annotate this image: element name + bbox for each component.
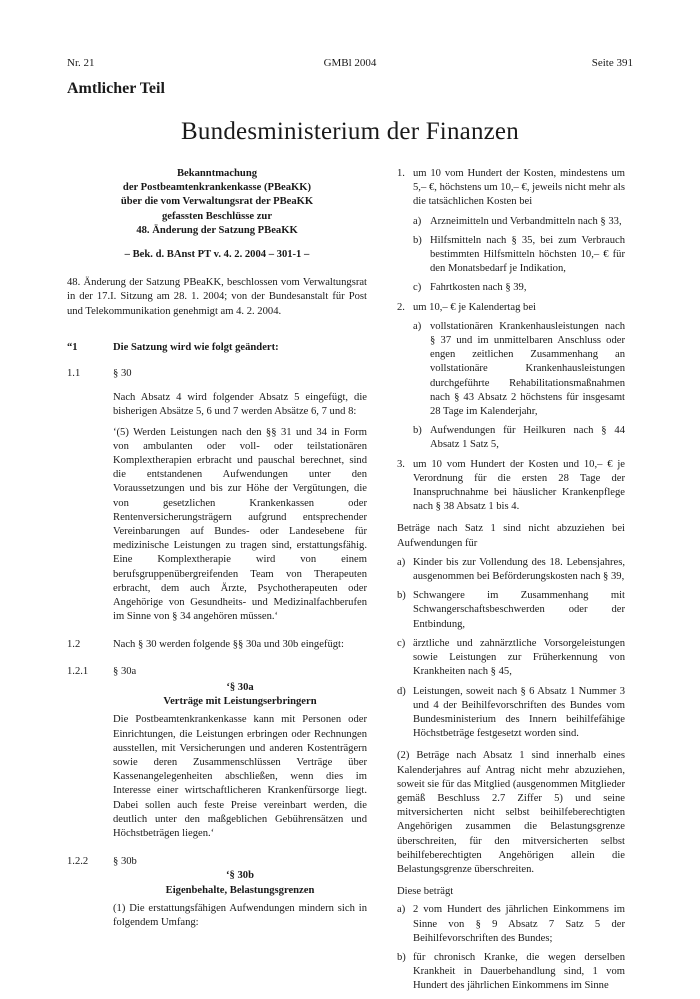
subsection-1-1 — [67, 367, 367, 381]
title-line: Bekanntmachung — [176, 168, 258, 179]
body-paragraph: Die Postbeamtenkrankenkasse kann mit Personen oder Einrichtungen, die Leistungen erbringen oder Rechnungen ausstellen, mit Versicherungen und anderen Kostenträgern sowie deren Zusammenschlüssen Verträge über Kassenangelegenheiten abschließen, wenn dies im Interesse einer wirtschaftlicheren Krankenfürsorge liegt. Dabei sollen auch feste Preise vereinbart werden, die deutlich unter den maßgeblichen Gebührensätzen und Höchstbeträgen liegen.‘ — [113, 714, 367, 839]
body-paragraph: ‘(5) Werden Leistungen nach den §§ 31 und 34 in Form von ambulanten oder voll- oder teilstationären Komplextherapien erbracht und pauschal berechnet, sind die entstandenen Aufwendungen unter den Voraussetzungen und bis zur Höhe der Vergütungen, die von gesetzlichen Krankenkassen oder Rentenversicherungsträgern aufgrund entsprechender Vereinbarungen auf Bundes- oder Landesebene für medizinische Leistungen zu tragen sind, erstattungsfähig. Eine Komplextherapie wird von einem berufsgruppenübergreifenden Team von Therapeuten erbracht, dem auch Ärzte, Psychotherapeuten oder Angehörige von Gesundheits- und Medizinalfachberufen im Sinne von § 34 angehören müssen.‘ — [113, 426, 367, 623]
list-text: Kinder bis zur Vollendung des 18. Lebensjahres, ausgenommen bei Beförderungskosten nach § 39, — [413, 556, 625, 583]
title-line: gefassten Beschlüsse zur — [161, 210, 273, 222]
list-marker: c) — [413, 282, 422, 294]
list-item — [413, 320, 625, 419]
list-marker: a) — [413, 215, 422, 227]
sub-list — [413, 320, 625, 453]
list-marker: b) — [397, 590, 406, 602]
list-marker: 1. — [397, 168, 405, 179]
list-item — [413, 424, 625, 452]
ministry-heading: Bundesministerium der Finanzen — [181, 118, 519, 145]
list-text: Hilfsmitteln nach § 35, bei zum Verbrauch bestimmten Hilfsmitteln höchsten 10,– € für den Monatsbedarf je Indikation, — [430, 234, 625, 275]
subsection-1-1-body — [113, 391, 367, 624]
left-column — [67, 167, 367, 936]
reference-line: – Bek. d. BAnst PT v. 4. 2. 2004 – 301-1 – — [124, 249, 310, 261]
list-marker: d) — [397, 685, 406, 697]
sub-list — [413, 215, 625, 296]
list-item — [413, 281, 625, 295]
paragraph-title: ‘§ 30b — [226, 870, 254, 882]
section-30a — [113, 681, 367, 841]
list-item — [397, 685, 625, 742]
list-marker: a) — [413, 320, 422, 332]
list-text: Schwangere im Zusammenhang mit Schwangerschaftsbeschwerden oder der Entbindung, — [413, 590, 625, 630]
body-paragraph: Diese beträgt — [397, 886, 454, 898]
body-paragraph: Nach Absatz 4 wird folgender Absatz 5 eingefügt, die bisherigen Absätze 5, 6 und 7 werden Absätze 6, 7 und 8: — [113, 392, 367, 418]
subsection-number: 1.2.1 — [67, 665, 89, 677]
subsection-1-2-2 — [67, 855, 367, 869]
title-line: über die vom Verwaltungsrat der PBeaKK — [120, 196, 314, 208]
paragraph-title: ‘§ 30a — [226, 681, 254, 693]
list-text: um 10,– € je Kalendertag bei — [413, 301, 536, 313]
list-item — [397, 637, 625, 680]
section-title: Amtlicher Teil — [67, 80, 165, 97]
list-marker: b) — [413, 425, 422, 437]
list-item — [397, 589, 625, 632]
body-paragraph: Beträge nach Satz 1 sind nicht abzuziehen bei Aufwendungen für — [397, 523, 625, 549]
section-30b — [113, 869, 367, 930]
list-text: um 10 vom Hundert der Kosten, mindestens um 5,– €, höchstens um 10,– €, jeweils nicht mehr als die tatsächlichen Kosten bei — [413, 168, 625, 208]
list-marker: 2. — [397, 301, 405, 313]
list-text: Aufwendungen für Heilkuren nach § 44 Absatz 1 Satz 5, — [430, 425, 625, 451]
list-item — [413, 234, 625, 277]
list-marker: c) — [397, 637, 406, 649]
paragraph-subtitle: Eigenbehalte, Belastungsgrenzen — [165, 884, 315, 896]
journal-name: GMBl 2004 — [323, 57, 377, 69]
article-1 — [67, 341, 367, 355]
list-text: um 10 vom Hundert der Kosten und 10,– € je Verordnung für die ersten 28 Tage der Inanspruchnahme bei häuslicher Krankenpflege nach § 38 Absatz 1 bis 4. — [413, 458, 625, 513]
issue-number: Nr. 21 — [67, 57, 95, 69]
list-marker: a) — [397, 556, 406, 568]
subsection-1-2 — [67, 638, 367, 652]
list-text: Arzneimitteln und Verbandmitteln nach § 33, — [430, 215, 622, 227]
right-column — [397, 167, 625, 999]
list-text: 2 vom Hundert des jährlichen Einkommens im Sinne von § 9 Absatz 7 Satz 5 der Beihilfevorschriften des Bundes; — [413, 904, 625, 944]
subsection-text: Nach § 30 werden folgende §§ 30a und 30b eingefügt: — [113, 639, 344, 651]
list-text: vollstationären Krankenhausleistungen nach § 37 und im unmittelbaren Anschluss oder engen zeitlichen Zusammenhang an vollstationäre Krankenhausleistungen durchgeführte Rehabilitationsmaßnahmen nach § 43 Absatz 2 höchstens für insgesamt 28 Tage im Kalenderjahr, — [430, 320, 625, 418]
paragraph-subtitle: Verträge mit Leistungserbringern — [163, 696, 317, 708]
title-line: der Postbeamtenkrankenkasse (PBeaKK) — [122, 182, 312, 194]
list-text: ärztliche und zahnärztliche Vorsorgeleistungen sowie Leistungen zur Früherkennung von Krankheiten nach § 45, — [413, 637, 625, 678]
article-number: “1 — [67, 341, 78, 353]
announcement-title — [67, 167, 367, 238]
subsection-text: § 30b — [113, 856, 137, 868]
list-item — [413, 215, 625, 229]
list-item — [397, 458, 625, 515]
list-marker: a) — [397, 904, 406, 916]
subsection-text: § 30a — [113, 665, 137, 677]
subsection-number: 1.2.2 — [67, 856, 89, 868]
subsection-number: 1.1 — [67, 368, 81, 380]
list-item — [397, 556, 625, 584]
subsection-number: 1.2 — [67, 639, 81, 651]
intro-paragraph: 48. Änderung der Satzung PBeaKK, beschlossen vom Verwaltungsrat in der 17.I. Sitzung am 28. 1. 2004; von der Bundesanstalt für Post und Telekommunikation genehmigt am 4. 2. 2004. — [67, 277, 367, 317]
list-item — [397, 167, 625, 210]
list-text: Leistungen, soweit nach § 6 Absatz 1 Nummer 3 und 4 der Beihilfevorschriften des Bundes vom Bundesministerium des Innern beihilfefähige Höchstbeträge festgesetzt worden sind. — [413, 685, 625, 740]
subsection-text: § 30 — [113, 368, 132, 380]
body-paragraph: (2) Beträge nach Absatz 1 sind innerhalb eines Kalenderjahres auf Antrag nicht mehr abzuziehen, soweit sie für das Mitglied (ausgenommen Mitglieder gemäß Beschluss 2.7 Ziffer 5) und seine mitversicherten nicht selbst beihilfeberechtigten Angehörigen zusammen die Belastungsgrenze überschreiten, für den mitversicherten selbst beihilfeberechtigten Angehörigen allein die Belastungsgrenze überschreiten. — [397, 750, 625, 875]
page-number: Seite 391 — [591, 57, 633, 69]
subsection-1-2-1 — [67, 665, 367, 679]
list-marker: b) — [397, 951, 406, 963]
list-text: Fahrtkosten nach § 39, — [430, 282, 527, 294]
list-item — [397, 301, 625, 315]
list-marker: b) — [413, 234, 422, 246]
list-item — [397, 951, 625, 994]
list-item — [397, 903, 625, 946]
list-marker: 3. — [397, 458, 405, 470]
article-text: Die Satzung wird wie folgt geändert: — [113, 341, 279, 353]
body-paragraph: (1) Die erstattungsfähigen Aufwendungen mindern sich in folgendem Umfang: — [113, 902, 367, 928]
title-line: 48. Änderung der Satzung PBeaKK — [136, 224, 298, 236]
list-text: für chronisch Kranke, die wegen derselben Krankheit in Dauerbehandlung sind, 1 vom Hundert des jährlichen Einkommens im Sinne — [413, 951, 625, 992]
